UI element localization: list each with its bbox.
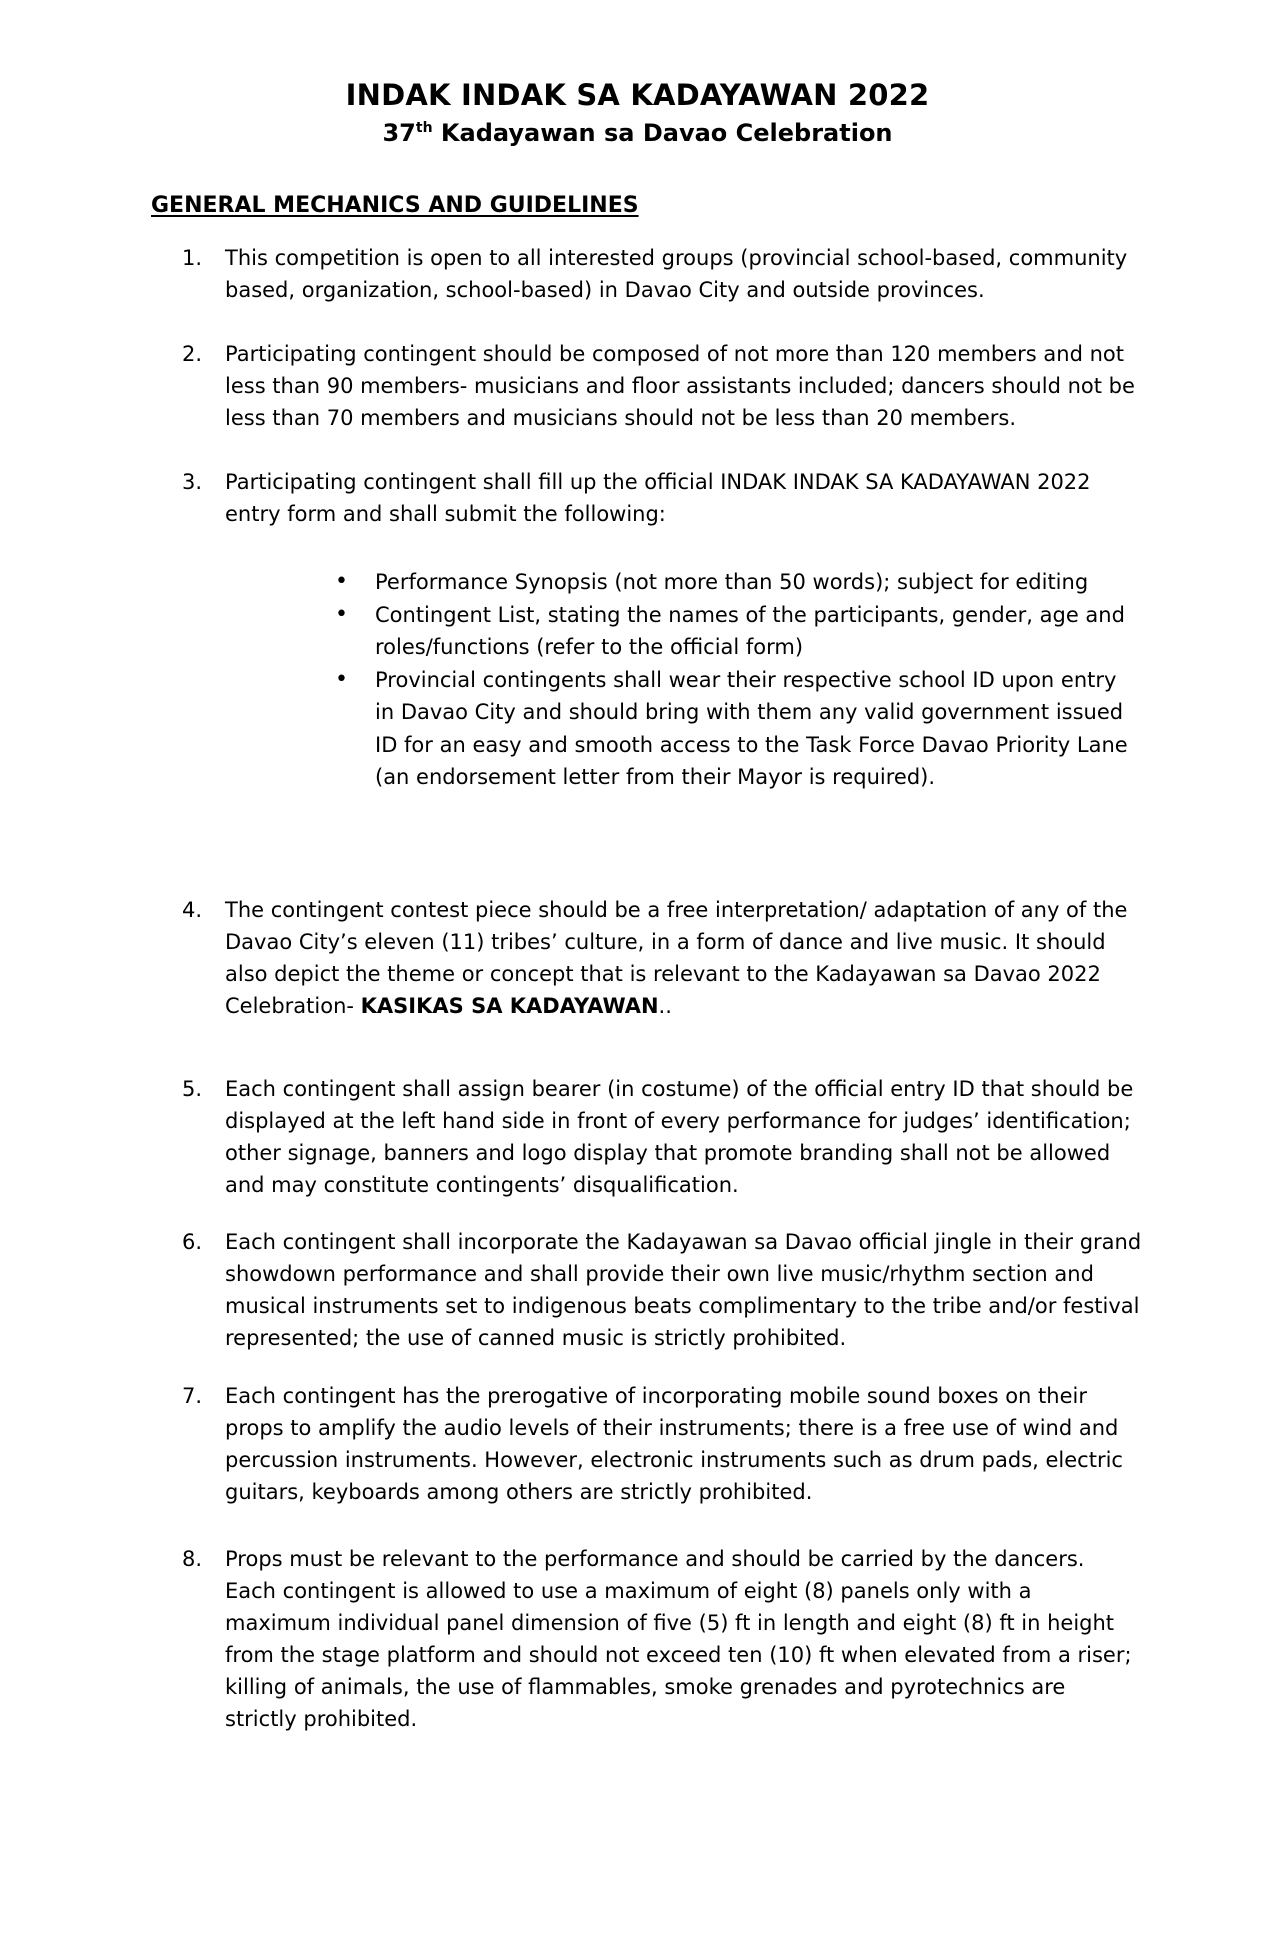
guideline-item-1	[182, 242, 1142, 306]
item-text-tail: ..	[658, 994, 672, 1018]
item-number: 6.	[182, 1230, 203, 1254]
item-number: 1.	[182, 246, 203, 270]
list-item-text: Performance Synopsis (not more than 50 words); subject for editing	[375, 570, 1089, 594]
list-item	[335, 664, 1135, 794]
item-number: 4.	[182, 898, 203, 922]
item-text: Participating contingent should be composed of not more than 120 members and not less than 90 members- musicians and floor assistants included; dancers should not be less than 70 members and musicians should not be less than 20 members.	[225, 342, 1135, 430]
item-text: The contingent contest piece should be a free interpretation/ adaptation of any of the Davao City’s eleven (11) tribes’ culture, in a form of dance and live music. It should also depict the theme or concept that is relevant to the Kadayawan sa Davao 2022 Celebration-	[225, 898, 1128, 1018]
item-number: 5.	[182, 1077, 203, 1101]
item-text: This competition is open to all interested groups (provincial school-based, community based, organization, school-based) in Davao City and outside provinces.	[225, 246, 1128, 302]
bullet-icon: •	[335, 569, 348, 594]
bullet-icon: •	[335, 601, 348, 627]
guideline-item-6	[182, 1226, 1142, 1354]
item-number: 3.	[182, 470, 203, 494]
guideline-item-2	[182, 338, 1142, 434]
document-subtitle	[0, 119, 1275, 147]
guideline-item-3	[182, 466, 1142, 530]
guideline-item-4	[182, 894, 1142, 1022]
festival-theme: KASIKAS SA KADAYAWAN	[360, 994, 659, 1018]
item-number: 2.	[182, 342, 203, 366]
document-title: INDAK INDAK SA KADAYAWAN 2022	[345, 78, 930, 112]
section-heading: GENERAL MECHANICS AND GUIDELINES	[151, 193, 639, 218]
item-text: Each contingent has the prerogative of incorporating mobile sound boxes on their props to amplify the audio levels of their instruments; there is a free use of wind and percussion instruments. However, electronic instruments such as drum pads, electric guitars, keyboards among others are strictly prohibited.	[225, 1384, 1123, 1504]
item-text: Participating contingent shall fill up the official INDAK INDAK SA KADAYAWAN 2022 entry form and shall submit the following:	[225, 470, 1091, 526]
item-text: Each contingent shall incorporate the Kadayawan sa Davao official jingle in their grand showdown performance and shall provide their own live music/rhythm section and musical instruments set to indigenous beats complimentary to the tribe and/or festival represented; the use of canned music is strictly prohibited.	[225, 1230, 1142, 1350]
guideline-item-5	[182, 1073, 1142, 1201]
guideline-item-8	[182, 1543, 1142, 1735]
list-item-text: Contingent List, stating the names of the participants, gender, age and roles/functions (refer to the official form)	[375, 602, 1125, 659]
list-item	[335, 599, 1135, 664]
item-text: Each contingent shall assign bearer (in costume) of the official entry ID that should be displayed at the left hand side in front of every performance for judges’ identification; other signage, banners and logo display that promote branding shall not be allowed and may constitute contingents’ disqualification.	[225, 1077, 1134, 1197]
submission-requirements-list	[335, 566, 1135, 794]
item-number: 7.	[182, 1384, 203, 1408]
guideline-item-7	[182, 1380, 1142, 1508]
list-item-text: Provincial contingents shall wear their respective school ID upon entry in Davao City and should bring with them any valid government issued ID for an easy and smooth access to the Task Force Davao Priority Lane (an endorsement letter from their Mayor is required).	[375, 667, 1128, 789]
bullet-icon: •	[335, 666, 348, 692]
list-item	[335, 566, 1135, 599]
item-text-block	[225, 894, 1142, 1022]
item-text: Props must be relevant to the performance and should be carried by the dancers. Each contingent is allowed to use a maximum of eight (8) panels only with a maximum individual panel dimension of five (5) ft in length and eight (8) ft in height from the stage platform and should not exceed ten (10) ft when elevated from a riser; killing of animals, the use of flammables, smoke grenades and pyrotechnics are strictly prohibited.	[225, 1547, 1132, 1731]
subtitle-number: 37	[382, 119, 416, 147]
subtitle-ordinal-suffix: th	[415, 120, 433, 136]
subtitle-text: Kadayawan sa Davao Celebration	[432, 119, 893, 147]
item-number: 8.	[182, 1547, 203, 1571]
